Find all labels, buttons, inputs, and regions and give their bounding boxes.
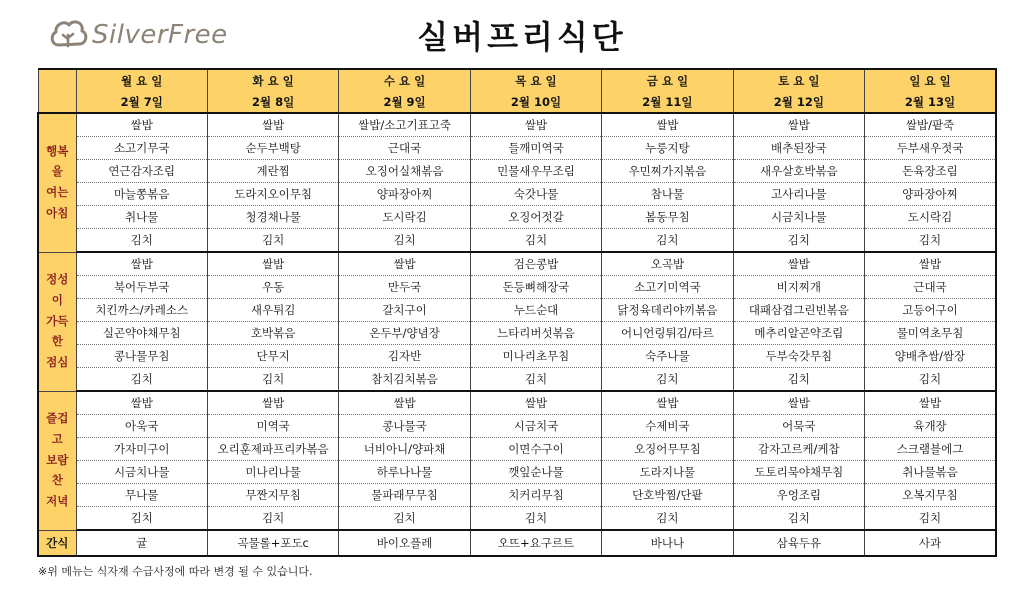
- day-name: 화 요 일: [207, 69, 338, 91]
- menu-item: 북어두부국: [76, 276, 207, 299]
- menu-item: 쌀밥: [470, 113, 601, 137]
- table-row: [38, 137, 996, 160]
- table-row: [38, 484, 996, 507]
- menu-item: 시금치국: [470, 415, 601, 438]
- menu-item: 쌀밥: [207, 391, 338, 415]
- menu-item: 수제비국: [602, 415, 733, 438]
- corner-cell: [38, 91, 76, 113]
- menu-item: 소고기무국: [76, 137, 207, 160]
- menu-item: 누드순대: [470, 299, 601, 322]
- weekly-menu-table: [37, 68, 997, 557]
- menu-item: 쌀밥: [339, 391, 470, 415]
- menu-item: 김치: [339, 507, 470, 531]
- table-row: [38, 276, 996, 299]
- menu-item: 아욱국: [76, 415, 207, 438]
- menu-item: 숙갓나물: [470, 183, 601, 206]
- menu-item: 어묵국: [733, 415, 864, 438]
- menu-item: 순두부백탕: [207, 137, 338, 160]
- table-row: [38, 252, 996, 276]
- menu-item: 미역국: [207, 415, 338, 438]
- menu-item: 두부숙갓무침: [733, 345, 864, 368]
- menu-item: 대패삼겹그린빈볶음: [733, 299, 864, 322]
- menu-item: 김치: [865, 368, 996, 392]
- snack-item: 귤: [76, 530, 207, 556]
- menu-item: 어니언링튀김/타르: [602, 322, 733, 345]
- menu-item: 무짠지무침: [207, 484, 338, 507]
- menu-item: 비지찌개: [733, 276, 864, 299]
- table-row: [38, 113, 996, 137]
- menu-item: 김치: [76, 368, 207, 392]
- menu-item: 감자고르케/케찹: [733, 438, 864, 461]
- menu-item: 김자반: [339, 345, 470, 368]
- menu-item: 미나리나물: [207, 461, 338, 484]
- meal-label-line: 여는: [46, 185, 69, 200]
- menu-item: 계란찜: [207, 160, 338, 183]
- snack-item: 사과: [865, 530, 996, 556]
- menu-item: 쌀밥: [733, 113, 864, 137]
- meal-label-line: 아침: [46, 206, 69, 221]
- meal-label-line: 을: [51, 164, 63, 179]
- menu-item: 실곤약야채무침: [76, 322, 207, 345]
- meal-label-line: 즐겁: [46, 411, 69, 425]
- table-row: [38, 415, 996, 438]
- meal-label-line: 저녁: [46, 494, 69, 509]
- menu-item: 누룽지탕: [602, 137, 733, 160]
- meal-label-line: 정성: [46, 272, 69, 286]
- table-row: [38, 206, 996, 229]
- day-name: 목 요 일: [470, 69, 601, 91]
- meal-label-line: 찬: [51, 473, 63, 488]
- menu-item: 쌀밥: [865, 391, 996, 415]
- menu-item: 쌀밥/소고기표고죽: [339, 113, 470, 137]
- menu-item: 김치: [207, 229, 338, 253]
- menu-item: 쌀밥: [470, 391, 601, 415]
- table-row: [38, 322, 996, 345]
- menu-item: 쌀밥: [733, 252, 864, 276]
- table-row: [38, 299, 996, 322]
- menu-item: 시금치나물: [733, 206, 864, 229]
- meal-label-line: 고: [51, 431, 63, 446]
- menu-change-note: ※위 메뉴는 식자재 수급사정에 따라 변경 될 수 있습니다.: [38, 565, 313, 578]
- day-name: 금 요 일: [602, 69, 733, 91]
- menu-item: 김치: [207, 368, 338, 392]
- menu-item: 쌀밥: [76, 252, 207, 276]
- menu-item: 오곡밥: [602, 252, 733, 276]
- day-name: 월 요 일: [76, 69, 207, 91]
- menu-item: 메추리알곤약조림: [733, 322, 864, 345]
- meal-label: [38, 252, 76, 391]
- logo-text: SilverFree: [92, 20, 228, 50]
- day-name: 일 요 일: [865, 69, 996, 91]
- table-row: [38, 438, 996, 461]
- menu-item: 김치: [76, 507, 207, 531]
- menu-item: 민물새우무조림: [470, 160, 601, 183]
- menu-item: 두부새우젓국: [865, 137, 996, 160]
- menu-item: 도라지나물: [602, 461, 733, 484]
- day-date: 2월 12일: [733, 91, 864, 113]
- menu-item: 김치: [470, 507, 601, 531]
- menu-item: 소고기미역국: [602, 276, 733, 299]
- menu-item: 너비아니/양파채: [339, 438, 470, 461]
- menu-item: 오리훈제파프리카볶음: [207, 438, 338, 461]
- menu-item: 우민찌가지볶음: [602, 160, 733, 183]
- menu-item: 근대국: [865, 276, 996, 299]
- table-row: [38, 461, 996, 484]
- snack-item: 오뜨+요구르트: [470, 530, 601, 556]
- menu-item: 도시락김: [339, 206, 470, 229]
- menu-item: 쌀밥/팥죽: [865, 113, 996, 137]
- menu-item: 육개장: [865, 415, 996, 438]
- corner-cell: [38, 69, 76, 91]
- menu-item: 미나리초무침: [470, 345, 601, 368]
- page-title: 실버프리식단: [417, 18, 627, 56]
- menu-item: 느타리버섯볶음: [470, 322, 601, 345]
- menu-item: 김치: [865, 229, 996, 253]
- menu-item: 근대국: [339, 137, 470, 160]
- menu-item: 김치: [339, 229, 470, 253]
- day-date: 2월 8일: [207, 91, 338, 113]
- menu-item: 김치: [602, 507, 733, 531]
- menu-item: 돈등뼈해장국: [470, 276, 601, 299]
- day-date: 2월 9일: [339, 91, 470, 113]
- snack-item: 바나나: [602, 530, 733, 556]
- menu-item: 쌀밥: [733, 391, 864, 415]
- menu-item: 김치: [865, 507, 996, 531]
- menu-item: 갈치구이: [339, 299, 470, 322]
- menu-item: 김치: [602, 229, 733, 253]
- menu-item: 쌀밥: [865, 252, 996, 276]
- menu-item: 닭정육데리야끼볶음: [602, 299, 733, 322]
- snack-label: 간식: [38, 530, 76, 556]
- menu-item: 참치김치볶음: [339, 368, 470, 392]
- table-row: [38, 345, 996, 368]
- menu-item: 김치: [207, 507, 338, 531]
- menu-item: 오징어실채볶음: [339, 160, 470, 183]
- menu-item: 들깨미역국: [470, 137, 601, 160]
- menu-item: 온두부/양념장: [339, 322, 470, 345]
- menu-item: 고사리나물: [733, 183, 864, 206]
- day-date: 2월 7일: [76, 91, 207, 113]
- menu-item: 마늘쫑볶음: [76, 183, 207, 206]
- menu-item: 콩나물국: [339, 415, 470, 438]
- menu-item: 청경채나물: [207, 206, 338, 229]
- meal-label: [38, 113, 76, 252]
- menu-item: 양배추쌈/쌈장: [865, 345, 996, 368]
- menu-item: 김치: [733, 229, 864, 253]
- menu-item: 도라지오이무침: [207, 183, 338, 206]
- menu-item: 쌀밥: [602, 113, 733, 137]
- menu-item: 물파래무무침: [339, 484, 470, 507]
- menu-item: 무나물: [76, 484, 207, 507]
- menu-item: 숙주나물: [602, 345, 733, 368]
- menu-item: 쌀밥: [207, 113, 338, 137]
- menu-item: 쌀밥: [76, 391, 207, 415]
- menu-item: 연근감자조림: [76, 160, 207, 183]
- menu-item: 김치: [470, 229, 601, 253]
- menu-item: 이면수구이: [470, 438, 601, 461]
- meal-label: [38, 391, 76, 530]
- menu-item: 김치: [470, 368, 601, 392]
- menu-item: 취나물: [76, 206, 207, 229]
- day-name: 수 요 일: [339, 69, 470, 91]
- snack-item: 삼육두유: [733, 530, 864, 556]
- menu-item: 치킨까스/카레소스: [76, 299, 207, 322]
- menu-item: 돈육장조림: [865, 160, 996, 183]
- menu-item: 김치: [733, 368, 864, 392]
- menu-item: 김치: [602, 368, 733, 392]
- menu-item: 배추된장국: [733, 137, 864, 160]
- day-date: 2월 13일: [865, 91, 996, 113]
- snack-row: [38, 530, 996, 556]
- table-row: [38, 229, 996, 253]
- menu-item: 쌀밥: [207, 252, 338, 276]
- menu-item: 단호박찜/단팥: [602, 484, 733, 507]
- menu-item: 김치: [76, 229, 207, 253]
- menu-item: 새우살호박볶음: [733, 160, 864, 183]
- menu-item: 양파장아찌: [865, 183, 996, 206]
- menu-item: 김치: [733, 507, 864, 531]
- menu-item: 콩나물무침: [76, 345, 207, 368]
- menu-item: 검은콩밥: [470, 252, 601, 276]
- day-date: 2월 11일: [602, 91, 733, 113]
- menu-item: 쌀밥: [76, 113, 207, 137]
- meal-label-line: 가득: [46, 313, 69, 328]
- snack-item: 곡물롤+포도c: [207, 530, 338, 556]
- table-row: [38, 160, 996, 183]
- table-row: [38, 183, 996, 206]
- meal-label-line: 행복: [46, 143, 69, 158]
- menu-item: 새우튀김: [207, 299, 338, 322]
- meal-label-line: 이: [51, 292, 63, 307]
- menu-item: 고등어구이: [865, 299, 996, 322]
- menu-item: 시금치나물: [76, 461, 207, 484]
- menu-item: 도시락김: [865, 206, 996, 229]
- meal-label-line: 한: [51, 334, 63, 349]
- date-header-row: [38, 91, 996, 113]
- menu-item: 만두국: [339, 276, 470, 299]
- day-name: 토 요 일: [733, 69, 864, 91]
- menu-item: 호박볶음: [207, 322, 338, 345]
- menu-item: 스크램블에그: [865, 438, 996, 461]
- menu-item: 치커리무침: [470, 484, 601, 507]
- menu-item: 우동: [207, 276, 338, 299]
- meal-label-line: 보람: [46, 452, 69, 467]
- menu-item: 쌀밥: [339, 252, 470, 276]
- menu-item: 참나물: [602, 183, 733, 206]
- menu-item: 봄동무침: [602, 206, 733, 229]
- menu-item: 오복지무침: [865, 484, 996, 507]
- menu-item: 하루나나물: [339, 461, 470, 484]
- menu-item: 쌀밥: [602, 391, 733, 415]
- table-row: [38, 368, 996, 392]
- menu-item: 취나물볶음: [865, 461, 996, 484]
- table-row: [38, 507, 996, 531]
- menu-item: 깻잎순나물: [470, 461, 601, 484]
- meal-label-line: 점심: [46, 355, 69, 370]
- menu-item: 양파장아찌: [339, 183, 470, 206]
- day-header-row: [38, 69, 996, 91]
- table-row: [38, 391, 996, 415]
- day-date: 2월 10일: [470, 91, 601, 113]
- menu-item: 오징어젓갈: [470, 206, 601, 229]
- menu-item: 가자미구이: [76, 438, 207, 461]
- snack-item: 바이오플레: [339, 530, 470, 556]
- menu-item: 오징어무무침: [602, 438, 733, 461]
- menu-item: 도토리묵야채무침: [733, 461, 864, 484]
- menu-item: 물미역초무침: [865, 322, 996, 345]
- menu-item: 우엉조림: [733, 484, 864, 507]
- menu-item: 단무지: [207, 345, 338, 368]
